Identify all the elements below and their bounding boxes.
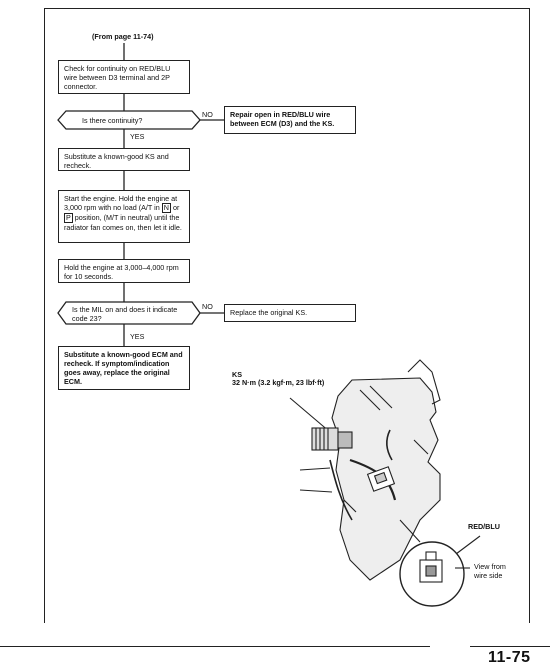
gear-p-box: P [66, 213, 71, 222]
step-substitute-ecm [58, 346, 190, 390]
decision-mil-text: Is the MIL on and does it indicate code 23? [72, 305, 178, 323]
result-repair-open [224, 106, 356, 134]
step-text: Start the engine. Hold the engine at 3,000 rpm with no load (A/T in [64, 194, 178, 212]
result-replace-ks [224, 304, 356, 322]
step-text: Substitute a known-good KS and recheck. [64, 152, 169, 170]
wire-side-label: wire side [474, 571, 503, 580]
decision-1-yes-label: YES [130, 132, 145, 141]
result-text: Repair open in RED/BLU wire between ECM (D3) and the KS. [230, 110, 335, 128]
step-or: or [172, 203, 180, 212]
view-from-label: View from [474, 562, 506, 571]
step-text: Hold the engine at 3,000–4,000 rpm for 10 seconds. [64, 263, 179, 281]
step-check-continuity [58, 60, 190, 94]
step-text-cont: position, (M/T in neutral) until the radiator fan comes on, then let it idle. [64, 213, 182, 232]
decision-continuity-text: Is there continuity? [82, 116, 143, 125]
step-text: Substitute a known-good ECM and recheck. If symptom/indication goes away, replace the original ECM. [64, 350, 183, 386]
decision-2-no-label: NO [202, 302, 213, 311]
from-page-reference: (From page 11-74) [92, 32, 154, 41]
ks-label: KS [232, 370, 242, 379]
decision-1-no-label: NO [202, 110, 213, 119]
step-start-engine [58, 190, 190, 243]
decision-2-yes-label: YES [130, 332, 145, 341]
result-text: Replace the original KS. [230, 308, 308, 317]
red-blu-wire-label: RED/BLU [468, 522, 500, 531]
step-substitute-ks [58, 148, 190, 171]
page-number: 11-75 [488, 649, 531, 666]
step-hold-rpm [58, 259, 190, 283]
step-text: Check for continuity on RED/BLU wire between D3 terminal and 2P connector. [64, 64, 171, 91]
gear-n-box: N [163, 203, 169, 212]
ks-torque-spec: 32 N·m (3.2 kgf·m, 23 lbf·ft) [232, 378, 325, 387]
ks-engine-illustration [290, 360, 480, 606]
